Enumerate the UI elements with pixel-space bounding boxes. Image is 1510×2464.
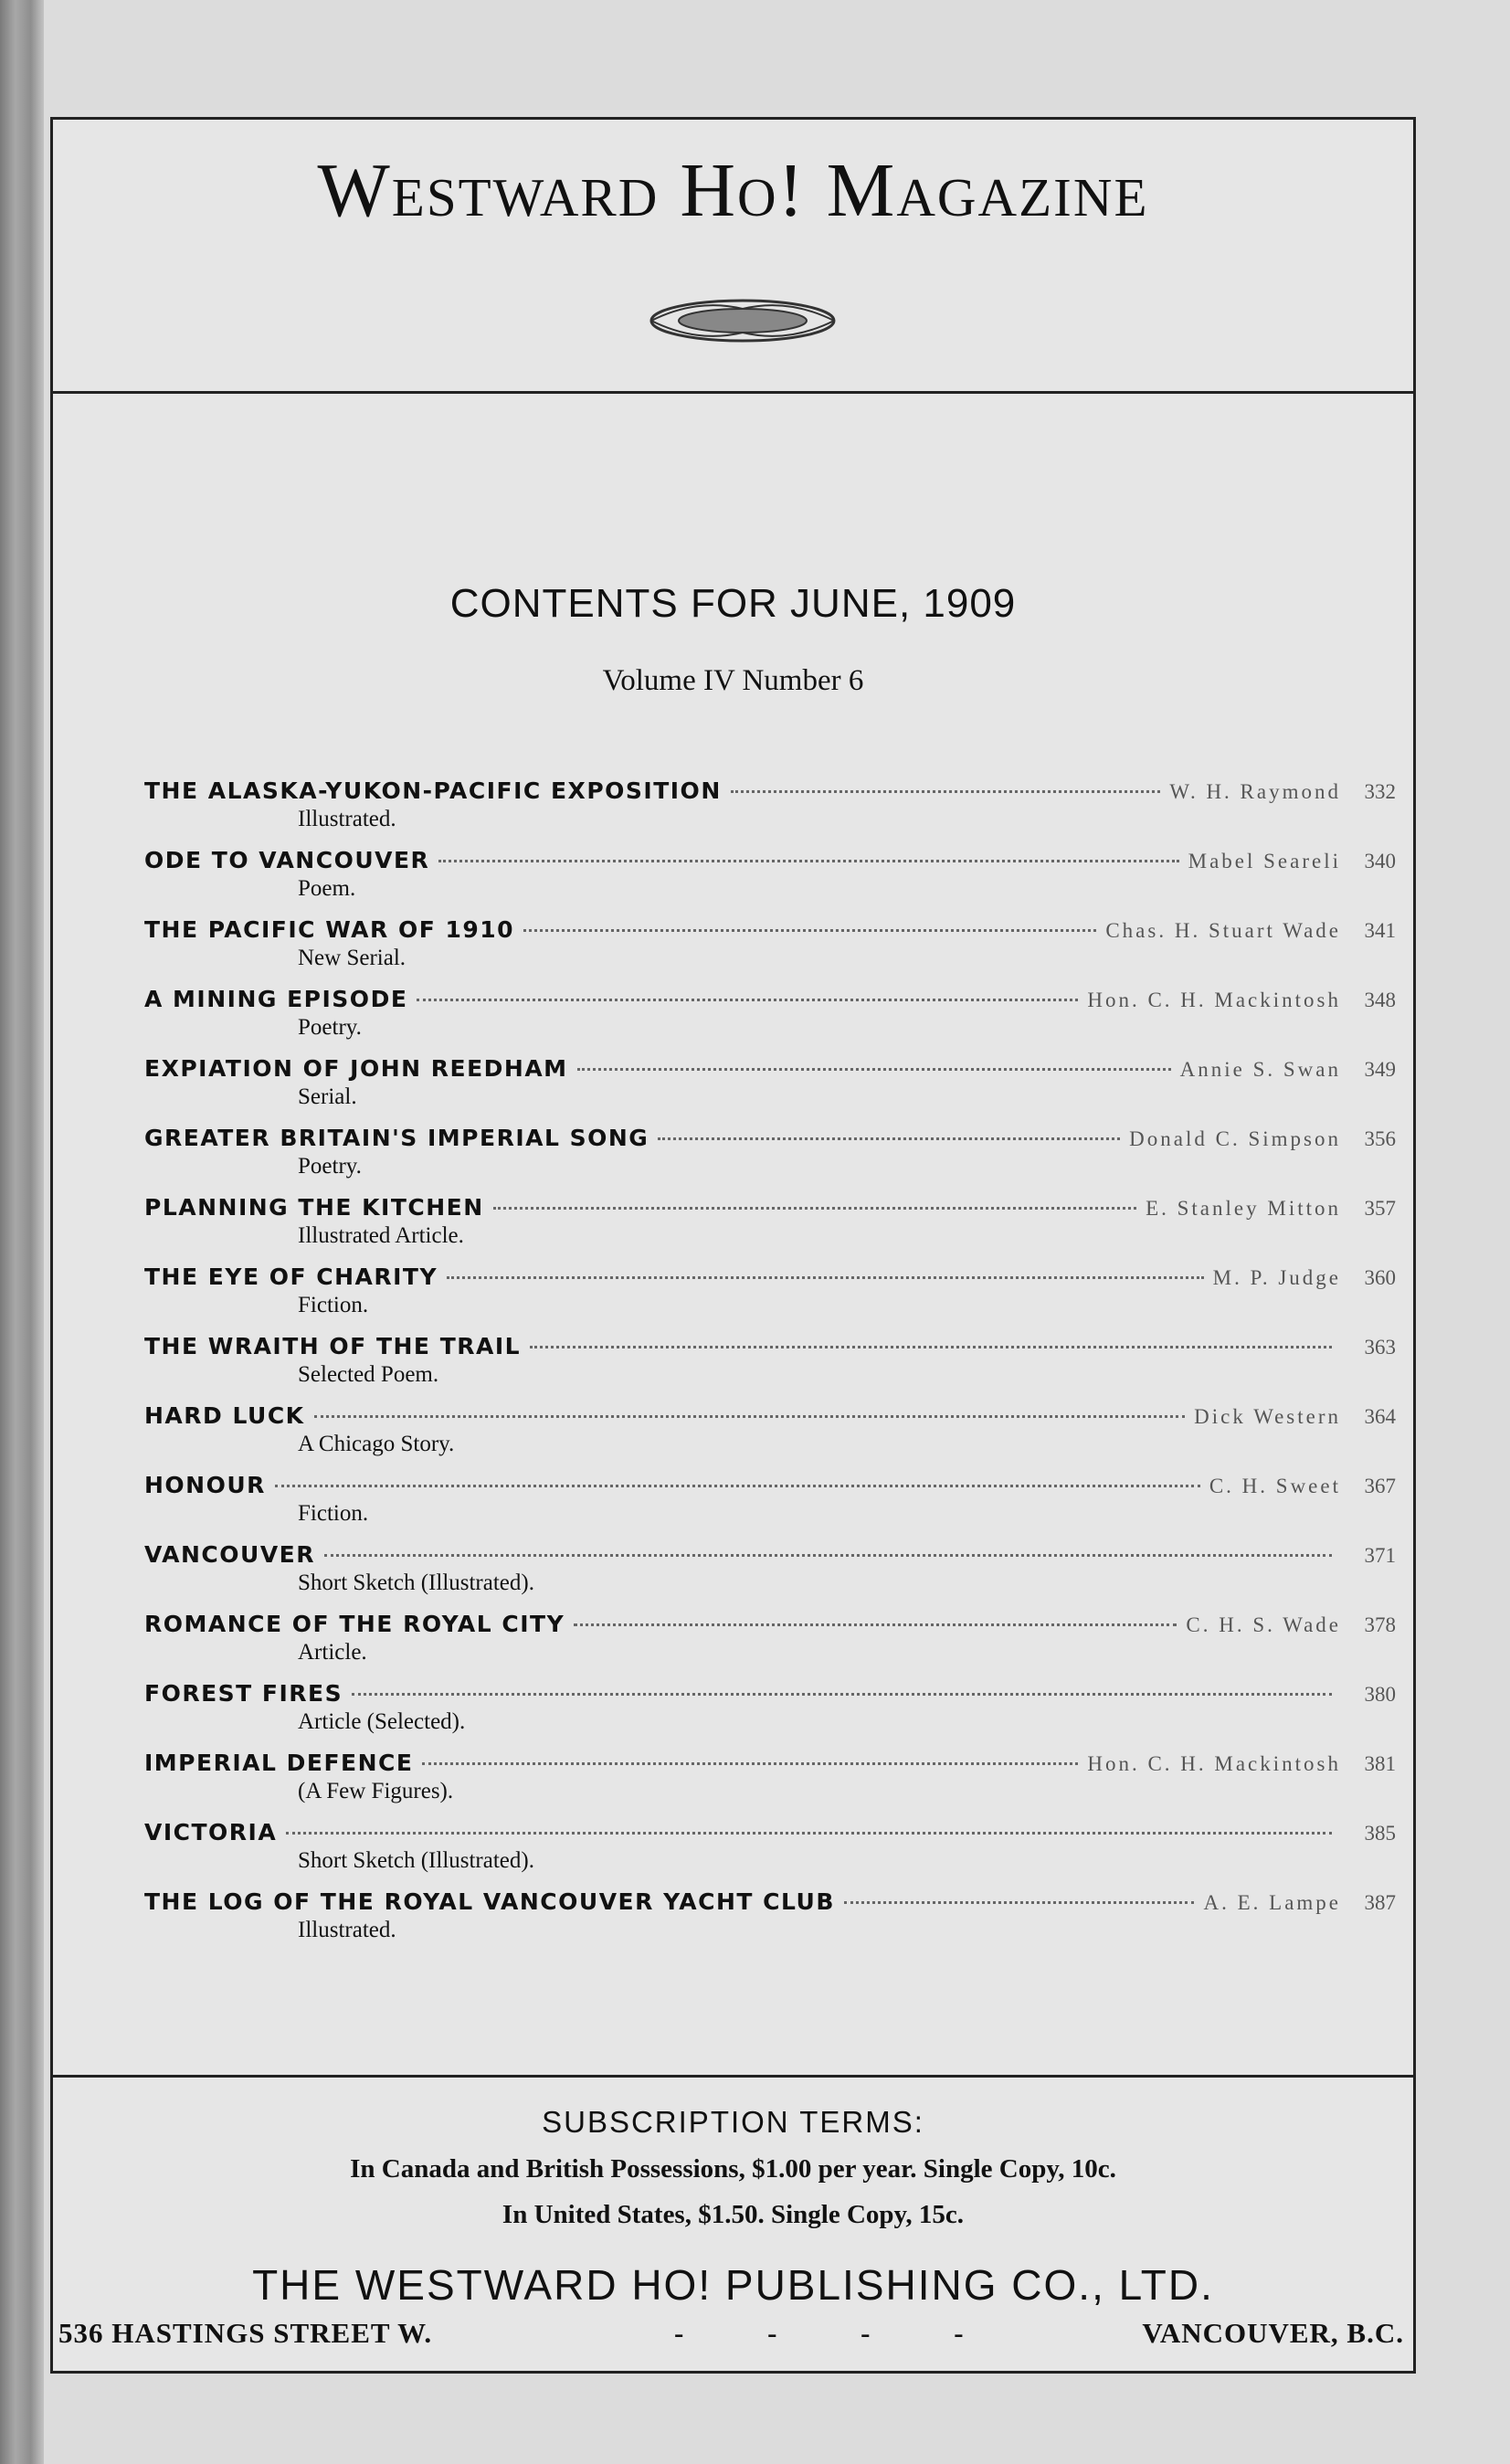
leader-dots (577, 1067, 1171, 1071)
leader-dots (417, 998, 1078, 1001)
masthead (53, 120, 1413, 394)
toc-page-number: 356 (1364, 1127, 1396, 1150)
leader-dots (275, 1484, 1200, 1487)
toc-subtitle: Illustrated. (298, 1918, 396, 1942)
toc-title: THE LOG OF THE ROYAL VANCOUVER YACHT CLUB (144, 1888, 835, 1915)
subscription-terms (53, 2075, 1413, 2374)
toc-author: C. H. Sweet (1209, 1475, 1341, 1497)
publisher-address: 536 HASTINGS STREET W. (58, 2317, 433, 2349)
toc-title: PLANNING THE KITCHEN (144, 1194, 484, 1221)
subscription-heading: SUBSCRIPTION TERMS: (542, 2105, 924, 2139)
toc-title: EXPIATION OF JOHN REEDHAM (144, 1055, 568, 1082)
publisher-city: VANCOUVER, B.C. (1142, 2317, 1404, 2349)
subscription-canada: In Canada and British Possessions, $1.00 per year. Single Copy, 10c. (350, 2154, 1116, 2184)
toc-entry (144, 1680, 1396, 1750)
toc-subtitle: Selected Poem. (298, 1362, 439, 1387)
toc-subtitle: Article. (298, 1640, 367, 1665)
toc-entry (144, 1541, 1396, 1611)
toc-entry (144, 1194, 1396, 1264)
leader-dots (447, 1275, 1204, 1279)
toc-page-number: 364 (1364, 1405, 1396, 1428)
toc-page-number: 363 (1364, 1336, 1396, 1359)
toc-title: VICTORIA (144, 1819, 278, 1845)
toc-subtitle: Short Sketch (Illustrated). (298, 1570, 534, 1595)
toc-subtitle: Article (Selected). (298, 1709, 466, 1734)
leader-dots (438, 859, 1178, 862)
magazine-title: Westward Ho! Magazine (317, 148, 1149, 233)
toc-subtitle: Serial. (298, 1084, 357, 1109)
toc-title: VANCOUVER (144, 1541, 315, 1568)
toc-entry (144, 777, 1396, 847)
toc-subtitle: A Chicago Story. (298, 1432, 455, 1456)
toc-title: FOREST FIRES (144, 1680, 343, 1707)
toc-subtitle: Fiction. (298, 1293, 369, 1317)
toc-title: HARD LUCK (144, 1402, 305, 1429)
toc-title: IMPERIAL DEFENCE (144, 1750, 414, 1776)
toc-page-number: 360 (1364, 1266, 1396, 1289)
toc-title: THE PACIFIC WAR OF 1910 (144, 916, 515, 943)
toc-title: THE WRAITH OF THE TRAIL (144, 1333, 522, 1359)
subscription-us: In United States, $1.50. Single Copy, 15c. (502, 2200, 965, 2229)
toc-entry (144, 1888, 1396, 1958)
toc-author: W. H. Raymond (1169, 780, 1341, 803)
toc-page-number: 371 (1364, 1544, 1396, 1567)
toc-page-number: 332 (1364, 780, 1396, 803)
toc-subtitle: Short Sketch (Illustrated). (298, 1848, 534, 1873)
toc-entry (144, 916, 1396, 986)
toc-title: THE ALASKA-YUKON-PACIFIC EXPOSITION (144, 777, 722, 804)
toc-entry (144, 1333, 1396, 1402)
toc-page-number: 349 (1364, 1058, 1396, 1081)
toc-entry (144, 986, 1396, 1055)
toc-author: Hon. C. H. Mackintosh (1087, 989, 1341, 1011)
leader-dots (523, 928, 1096, 932)
toc-subtitle: (A Few Figures). (298, 1779, 454, 1803)
leader-dots (530, 1345, 1332, 1348)
toc-subtitle: Illustrated Article. (298, 1223, 464, 1248)
leader-dots (422, 1761, 1078, 1765)
toc-title: ROMANCE OF THE ROYAL CITY (144, 1611, 565, 1637)
toc-author: Mabel Seareli (1188, 850, 1341, 872)
leader-dots (574, 1623, 1177, 1626)
leader-dots (493, 1206, 1136, 1210)
book-spine-shadow (0, 0, 44, 2464)
toc-title: THE EYE OF CHARITY (144, 1264, 438, 1290)
leader-dots (352, 1692, 1332, 1696)
toc-entry (144, 847, 1396, 916)
toc-author: Annie S. Swan (1179, 1058, 1341, 1081)
toc-author: M. P. Judge (1212, 1266, 1341, 1289)
volume-number: Volume IV Number 6 (602, 664, 864, 697)
toc-title: HONOUR (144, 1472, 266, 1498)
toc-entry (144, 1125, 1396, 1194)
toc-entry (144, 1055, 1396, 1125)
leader-dots (324, 1553, 1332, 1557)
leader-dots (658, 1137, 1120, 1140)
toc-page-number: 387 (1364, 1891, 1396, 1914)
toc-page-number: 340 (1364, 850, 1396, 872)
toc-author: Hon. C. H. Mackintosh (1087, 1752, 1341, 1775)
address-separators: - - - - (674, 2317, 1002, 2349)
contents-page (50, 117, 1416, 2374)
toc-subtitle: New Serial. (298, 946, 407, 970)
publisher-name: THE WESTWARD HO! PUBLISHING CO., LTD. (252, 2261, 1214, 2309)
toc-author: E. Stanley Mitton (1146, 1197, 1341, 1220)
toc-entry (144, 1611, 1396, 1680)
toc-entry (144, 1264, 1396, 1333)
toc-author: Donald C. Simpson (1129, 1127, 1341, 1150)
toc-page-number: 378 (1364, 1613, 1396, 1636)
table-of-contents (144, 777, 1396, 1958)
leader-dots (286, 1831, 1332, 1835)
toc-subtitle: Poem. (298, 876, 356, 901)
toc-page-number: 385 (1364, 1822, 1396, 1845)
toc-page-number: 381 (1364, 1752, 1396, 1775)
toc-page-number: 357 (1364, 1197, 1396, 1220)
toc-entry (144, 1472, 1396, 1541)
toc-subtitle: Illustrated. (298, 807, 396, 831)
leader-dots (731, 789, 1161, 793)
toc-page-number: 367 (1364, 1475, 1396, 1497)
toc-page-number: 348 (1364, 989, 1396, 1011)
toc-page-number: 341 (1364, 919, 1396, 942)
toc-page-number: 380 (1364, 1683, 1396, 1706)
ornament-emblem-icon (642, 289, 843, 353)
toc-title: ODE TO VANCOUVER (144, 847, 430, 873)
toc-author: Chas. H. Stuart Wade (1105, 919, 1341, 942)
toc-author: A. E. Lampe (1203, 1891, 1341, 1914)
toc-subtitle: Poetry. (298, 1154, 362, 1179)
toc-entry (144, 1750, 1396, 1819)
toc-author: Dick Western (1194, 1405, 1341, 1428)
toc-author: C. H. S. Wade (1186, 1613, 1341, 1636)
toc-subtitle: Fiction. (298, 1501, 369, 1526)
toc-title: A MINING EPISODE (144, 986, 408, 1012)
leader-dots (314, 1414, 1186, 1418)
toc-entry (144, 1819, 1396, 1888)
toc-entry (144, 1402, 1396, 1472)
toc-title: GREATER BRITAIN'S IMPERIAL SONG (144, 1125, 649, 1151)
leader-dots (844, 1900, 1195, 1904)
contents-heading: CONTENTS FOR JUNE, 1909 (449, 581, 1017, 626)
toc-subtitle: Poetry. (298, 1015, 362, 1040)
